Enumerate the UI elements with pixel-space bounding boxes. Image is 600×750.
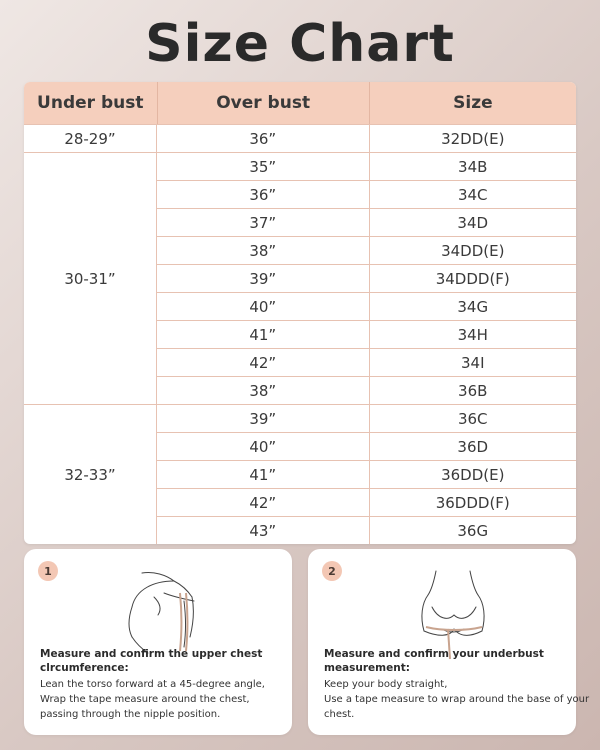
step-title xyxy=(324,647,564,675)
table-header xyxy=(24,82,576,124)
step-title-line: measurement: xyxy=(324,662,410,674)
table-row xyxy=(157,320,576,348)
step-2-card xyxy=(308,549,590,735)
step-title-line: clrcumference: xyxy=(40,662,129,674)
over-bust-cell: 39” xyxy=(157,405,370,432)
page-title: Size Chart xyxy=(145,14,455,74)
size-cell: 34C xyxy=(457,185,488,204)
size-cell: 36D xyxy=(457,437,489,456)
over-bust-cell: 38” xyxy=(157,377,370,404)
table-row xyxy=(157,153,576,180)
under-bust-cell: 32-33” xyxy=(24,405,157,544)
table-row xyxy=(157,460,576,488)
over-bust-cell: 43” xyxy=(157,517,370,544)
under-bust-group xyxy=(24,404,576,544)
over-bust-cell: 40” xyxy=(157,293,370,320)
over-bust-cell: 36” xyxy=(157,125,370,152)
size-cell: 36B xyxy=(458,381,488,400)
over-bust-cell: 42” xyxy=(157,489,370,516)
size-cell: 34D xyxy=(457,213,489,232)
step-number-badge: 1 xyxy=(38,561,58,581)
over-bust-cell: 38” xyxy=(157,237,370,264)
table-row xyxy=(157,516,576,544)
under-bust-cell: 28-29” xyxy=(24,125,157,152)
step-title xyxy=(40,647,280,675)
table-row xyxy=(157,264,576,292)
over-bust-cell: 39” xyxy=(157,265,370,292)
table-row xyxy=(157,488,576,516)
table-row xyxy=(157,180,576,208)
over-bust-cell: 36” xyxy=(157,181,370,208)
table-row xyxy=(157,376,576,404)
size-cell: 36DDD(F) xyxy=(435,493,510,512)
step-instructions xyxy=(40,677,285,722)
step-title-line: Measure and confirm your underbust xyxy=(324,648,544,660)
table-row xyxy=(157,236,576,264)
size-cell: 34I xyxy=(460,353,485,372)
over-bust-cell: 41” xyxy=(157,321,370,348)
size-cell: 34B xyxy=(458,157,488,176)
under-bust-group xyxy=(24,124,576,152)
over-bust-cell: 42” xyxy=(157,349,370,376)
header-over-bust: Over bust xyxy=(157,82,369,124)
size-cell: 36G xyxy=(457,521,489,540)
header-under-bust: Under bust xyxy=(37,93,144,113)
size-cell: 32DD(E) xyxy=(441,129,505,148)
size-cell: 34H xyxy=(457,325,488,344)
table-row xyxy=(157,292,576,320)
size-cell: 34DDD(F) xyxy=(435,269,510,288)
under-bust-group xyxy=(24,152,576,404)
step-1-card xyxy=(24,549,292,735)
step-instructions xyxy=(324,677,590,722)
over-bust-cell: 40” xyxy=(157,433,370,460)
size-cell: 36C xyxy=(457,409,488,428)
size-cell: 34G xyxy=(457,297,489,316)
step-instruction-line: Use a tape measure to wrap around the base of your xyxy=(324,694,590,705)
header-size: Size xyxy=(369,82,576,124)
step-instruction-line: passing through the nipple position. xyxy=(40,709,221,720)
step-instruction-line: Lean the torso forward at a 45-degree angle, xyxy=(40,679,265,690)
step-instruction-line: Wrap the tape measure around the chest, xyxy=(40,694,250,705)
under-bust-cell: 30-31” xyxy=(24,153,157,404)
step-number-badge: 2 xyxy=(322,561,342,581)
size-chart-table xyxy=(24,82,576,544)
over-bust-cell: 41” xyxy=(157,461,370,488)
table-row xyxy=(157,405,576,432)
step-instruction-line: chest. xyxy=(324,709,355,720)
step-instruction-line: Keep your body straight, xyxy=(324,679,448,690)
step-title-line: Measure and confirm the upper chest xyxy=(40,648,263,660)
size-cell: 34DD(E) xyxy=(441,241,505,260)
size-cell: 36DD(E) xyxy=(441,465,505,484)
table-row xyxy=(157,208,576,236)
table-row xyxy=(157,348,576,376)
table-row xyxy=(157,432,576,460)
over-bust-cell: 37” xyxy=(157,209,370,236)
over-bust-cell: 35” xyxy=(157,153,370,180)
table-row xyxy=(157,125,576,152)
